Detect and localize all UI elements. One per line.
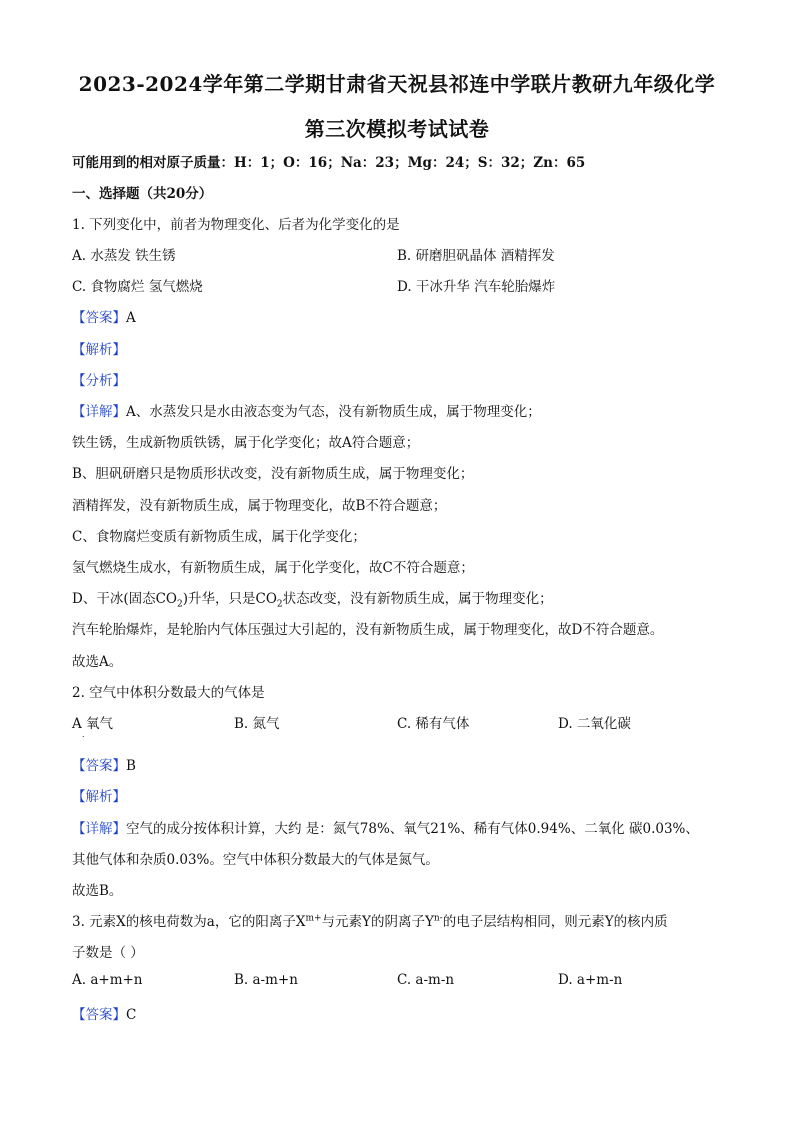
q2-stem: 2. 空气中体积分数最大的气体是: [72, 685, 265, 701]
q1-detail-1: [72, 400, 541, 420]
answer-label: 【答案】: [72, 310, 126, 326]
q3-stem-line2: 子数是（ ）: [72, 945, 144, 961]
answer-value: C: [126, 1007, 137, 1023]
q1-detail-4: 酒精挥发，没有新物质生成，属于物理变化，故B不符合题意；: [72, 498, 447, 514]
answer-value: A: [126, 310, 136, 326]
q1-option-a: A. 水蒸发 铁生锈: [72, 248, 176, 264]
q2-option-d: D. 二氧化碳: [558, 716, 631, 732]
q1-option-d: D. 干冰升华 汽车轮胎爆炸: [397, 279, 556, 295]
stem-text: 3. 元素X的核电荷数为a，它的阳离子X: [72, 914, 306, 930]
stray-dot: .: [82, 730, 85, 739]
q3-option-c: C. a-m-n: [397, 972, 455, 988]
q1-fenxi-label: 【分析】: [72, 373, 126, 389]
answer-label: 【答案】: [72, 758, 126, 774]
q1-answer: [72, 306, 136, 326]
q2-detail-2: 其他气体和杂质0.03%。空气中体积分数最大的气体是氮气。: [72, 852, 439, 868]
stem-text: 与元素Y的阴离子Y: [321, 914, 434, 930]
q1-detail-7: [72, 587, 553, 610]
superscript: m+: [305, 913, 322, 924]
q3-option-d: D. a+m-n: [558, 972, 623, 988]
q2-option-c: C. 稀有气体: [397, 716, 470, 732]
q1-detail-6: 氢气燃烧生成水，有新物质生成，属于化学变化，故C不符合题意；: [72, 560, 474, 576]
q2-option-a: A 氧气: [72, 716, 114, 732]
q1-conclusion: 故选A。: [72, 654, 123, 670]
q3-answer: [72, 1003, 136, 1023]
q1-detail-3: B、胆矾研磨只是物质形状改变，没有新物质生成，属于物理变化；: [72, 466, 474, 482]
q2-jiexi-label: 【解析】: [72, 789, 126, 805]
q1-option-b: B. 研磨胆矾晶体 酒精挥发: [397, 248, 555, 264]
detail-text: D、干冰(固态CO: [72, 591, 177, 607]
subscript: 2: [276, 599, 283, 610]
subscript: 2: [177, 599, 183, 610]
q1-stem: 1. 下列变化中，前者为物理变化、后者为化学变化的是: [72, 217, 400, 233]
atomic-masses: 可能用到的相对原子质量：H：1；O：16；Na：23；Mg：24；S：32；Zn：65: [72, 155, 586, 171]
answer-value: B: [126, 758, 136, 774]
superscript: n-: [433, 913, 443, 924]
detail-text: A、水蒸发只是水由液态变为气态，没有新物质生成，属于物理变化；: [126, 404, 541, 420]
exam-title-line2: 第三次模拟考试试卷: [304, 117, 490, 141]
q2-conclusion: 故选B。: [72, 883, 123, 899]
exam-title-line1: 2023-2024学年第二学期甘肃省天祝县祁连中学联片教研九年级化学: [78, 72, 716, 96]
q3-option-b: B. a-m+n: [234, 972, 298, 988]
detail-text: 状态改变，没有新物质生成，属于物理变化；: [282, 591, 553, 607]
q1-detail-8: 汽车轮胎爆炸，是轮胎内气体压强过大引起的，没有新物质生成，属于物理变化，故D不符合题意。: [72, 622, 664, 638]
detail-label: 【详解】: [72, 821, 126, 837]
q2-detail-1: [72, 817, 699, 837]
detail-label: 【详解】: [72, 404, 126, 420]
stem-text: 的电子层结构相同，则元素Y的核内质: [442, 914, 668, 930]
q2-answer: [72, 754, 136, 774]
q1-jiexi-label: 【解析】: [72, 342, 126, 358]
q3-option-a: A. a+m+n: [72, 972, 143, 988]
q1-detail-5: C、食物腐烂变质有新物质生成，属于化学变化；: [72, 529, 366, 545]
q1-detail-2: 铁生锈，生成新物质铁锈，属于化学变化；故A符合题意；: [72, 435, 420, 451]
q3-stem-line1: [72, 910, 668, 930]
section-heading: 一、选择题（共20分）: [72, 186, 213, 202]
detail-text: )升华，只是CO: [182, 591, 277, 607]
answer-label: 【答案】: [72, 1007, 126, 1023]
q2-option-b: B. 氮气: [234, 716, 280, 732]
q1-option-c: C. 食物腐烂 氢气燃烧: [72, 279, 203, 295]
detail-text: 空气的成分按体积计算，大约 是：氮气78%、氧气21%、稀有气体0.94%、二氧化 碳0.03%、: [126, 821, 699, 837]
